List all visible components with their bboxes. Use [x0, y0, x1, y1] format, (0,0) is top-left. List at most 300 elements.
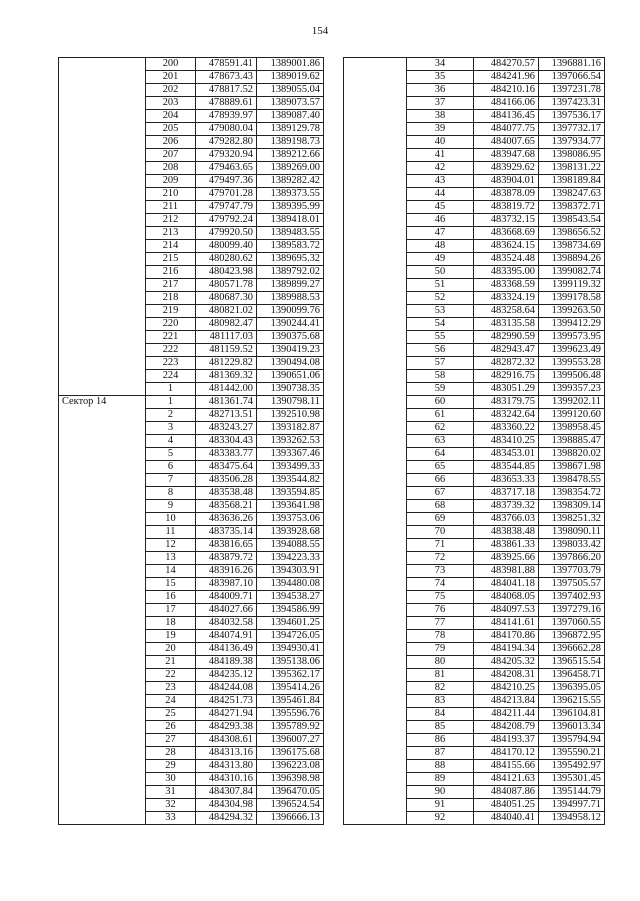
point-number-cell: 59: [407, 383, 474, 396]
y-coordinate-cell: 1389269.00: [257, 162, 324, 175]
y-coordinate-cell: 1398189.84: [539, 175, 605, 188]
x-coordinate-cell: 484189.38: [196, 656, 257, 669]
point-number-cell: 78: [407, 630, 474, 643]
coordinates-table-left: [58, 57, 324, 825]
x-coordinate-cell: 483929.62: [474, 162, 539, 175]
y-coordinate-cell: 1395362.17: [257, 669, 324, 682]
x-coordinate-cell: 481229.82: [196, 357, 257, 370]
x-coordinate-cell: 483816.65: [196, 539, 257, 552]
x-coordinate-cell: 483668.69: [474, 227, 539, 240]
x-coordinate-cell: 484244.08: [196, 682, 257, 695]
point-number-cell: 10: [146, 513, 196, 526]
y-coordinate-cell: 1398820.02: [539, 448, 605, 461]
x-coordinate-cell: 483135.58: [474, 318, 539, 331]
x-coordinate-cell: 480571.78: [196, 279, 257, 292]
y-coordinate-cell: 1398478.55: [539, 474, 605, 487]
y-coordinate-cell: 1397505.57: [539, 578, 605, 591]
x-coordinate-cell: 484241.96: [474, 71, 539, 84]
y-coordinate-cell: 1399357.23: [539, 383, 605, 396]
point-number-cell: 58: [407, 370, 474, 383]
point-number-cell: 3: [146, 422, 196, 435]
y-coordinate-cell: 1394586.99: [257, 604, 324, 617]
point-number-cell: 208: [146, 162, 196, 175]
y-coordinate-cell: 1398354.72: [539, 487, 605, 500]
x-coordinate-cell: 483243.27: [196, 422, 257, 435]
y-coordinate-cell: 1393544.82: [257, 474, 324, 487]
point-number-cell: 16: [146, 591, 196, 604]
point-number-cell: 90: [407, 786, 474, 799]
y-coordinate-cell: 1393262.53: [257, 435, 324, 448]
x-coordinate-cell: 482916.75: [474, 370, 539, 383]
x-coordinate-cell: 483179.75: [474, 396, 539, 409]
x-coordinate-cell: 483739.32: [474, 500, 539, 513]
y-coordinate-cell: 1389282.42: [257, 175, 324, 188]
y-coordinate-cell: 1390099.76: [257, 305, 324, 318]
y-coordinate-cell: 1398309.14: [539, 500, 605, 513]
x-coordinate-cell: 483732.15: [474, 214, 539, 227]
point-number-cell: 54: [407, 318, 474, 331]
y-coordinate-cell: 1399412.29: [539, 318, 605, 331]
x-coordinate-cell: 483383.77: [196, 448, 257, 461]
point-number-cell: 20: [146, 643, 196, 656]
y-coordinate-cell: 1399623.49: [539, 344, 605, 357]
y-coordinate-cell: 1395461.84: [257, 695, 324, 708]
point-number-cell: 34: [407, 58, 474, 71]
point-number-cell: 89: [407, 773, 474, 786]
x-coordinate-cell: 479747.79: [196, 201, 257, 214]
y-coordinate-cell: 1399506.48: [539, 370, 605, 383]
point-number-cell: 204: [146, 110, 196, 123]
x-coordinate-cell: 483904.01: [474, 175, 539, 188]
point-number-cell: 62: [407, 422, 474, 435]
x-coordinate-cell: 483624.15: [474, 240, 539, 253]
x-coordinate-cell: 483861.33: [474, 539, 539, 552]
point-number-cell: 36: [407, 84, 474, 97]
y-coordinate-cell: 1397536.17: [539, 110, 605, 123]
point-number-cell: 33: [146, 812, 196, 825]
point-number-cell: 92: [407, 812, 474, 825]
y-coordinate-cell: 1398656.52: [539, 227, 605, 240]
x-coordinate-cell: 482872.32: [474, 357, 539, 370]
x-coordinate-cell: 483838.48: [474, 526, 539, 539]
y-coordinate-cell: 1398033.42: [539, 539, 605, 552]
x-coordinate-cell: 479463.65: [196, 162, 257, 175]
point-number-cell: 223: [146, 357, 196, 370]
x-coordinate-cell: 484313.80: [196, 760, 257, 773]
point-number-cell: 76: [407, 604, 474, 617]
y-coordinate-cell: 1389695.32: [257, 253, 324, 266]
point-number-cell: 47: [407, 227, 474, 240]
point-number-cell: 23: [146, 682, 196, 695]
y-coordinate-cell: 1393499.33: [257, 461, 324, 474]
y-coordinate-cell: 1389055.04: [257, 84, 324, 97]
point-number-cell: 82: [407, 682, 474, 695]
x-coordinate-cell: 484251.73: [196, 695, 257, 708]
x-coordinate-cell: 479320.94: [196, 149, 257, 162]
x-coordinate-cell: 480821.02: [196, 305, 257, 318]
y-coordinate-cell: 1390798.11: [257, 396, 324, 409]
y-coordinate-cell: 1398090.11: [539, 526, 605, 539]
point-number-cell: 68: [407, 500, 474, 513]
x-coordinate-cell: 484208.79: [474, 721, 539, 734]
x-coordinate-cell: 484205.32: [474, 656, 539, 669]
x-coordinate-cell: 484271.94: [196, 708, 257, 721]
y-coordinate-cell: 1389899.27: [257, 279, 324, 292]
x-coordinate-cell: 478673.43: [196, 71, 257, 84]
y-coordinate-cell: 1397066.54: [539, 71, 605, 84]
y-coordinate-cell: 1394958.12: [539, 812, 605, 825]
point-number-cell: 55: [407, 331, 474, 344]
y-coordinate-cell: 1396662.28: [539, 643, 605, 656]
y-coordinate-cell: 1389019.62: [257, 71, 324, 84]
point-number-cell: 8: [146, 487, 196, 500]
point-number-cell: 29: [146, 760, 196, 773]
point-number-cell: 216: [146, 266, 196, 279]
point-number-cell: 220: [146, 318, 196, 331]
x-coordinate-cell: 483544.85: [474, 461, 539, 474]
y-coordinate-cell: 1396175.68: [257, 747, 324, 760]
y-coordinate-cell: 1395144.79: [539, 786, 605, 799]
point-number-cell: 88: [407, 760, 474, 773]
point-number-cell: 15: [146, 578, 196, 591]
point-number-cell: 6: [146, 461, 196, 474]
y-coordinate-cell: 1390494.08: [257, 357, 324, 370]
x-coordinate-cell: 484210.16: [474, 84, 539, 97]
point-number-cell: 41: [407, 149, 474, 162]
y-coordinate-cell: 1397732.17: [539, 123, 605, 136]
x-coordinate-cell: 478889.61: [196, 97, 257, 110]
x-coordinate-cell: 484308.61: [196, 734, 257, 747]
y-coordinate-cell: 1396881.16: [539, 58, 605, 71]
y-coordinate-cell: 1395596.76: [257, 708, 324, 721]
y-coordinate-cell: 1393367.46: [257, 448, 324, 461]
point-number-cell: 17: [146, 604, 196, 617]
y-coordinate-cell: 1393641.98: [257, 500, 324, 513]
x-coordinate-cell: 483524.48: [474, 253, 539, 266]
x-coordinate-cell: 480280.62: [196, 253, 257, 266]
point-number-cell: 212: [146, 214, 196, 227]
x-coordinate-cell: 484166.06: [474, 97, 539, 110]
y-coordinate-cell: 1396215.55: [539, 695, 605, 708]
point-number-cell: 75: [407, 591, 474, 604]
point-number-cell: 84: [407, 708, 474, 721]
y-coordinate-cell: 1395138.06: [257, 656, 324, 669]
x-coordinate-cell: 484040.41: [474, 812, 539, 825]
y-coordinate-cell: 1395794.94: [539, 734, 605, 747]
x-coordinate-cell: 482713.51: [196, 409, 257, 422]
point-number-cell: 63: [407, 435, 474, 448]
y-coordinate-cell: 1389073.57: [257, 97, 324, 110]
y-coordinate-cell: 1394088.55: [257, 539, 324, 552]
y-coordinate-cell: 1394601.25: [257, 617, 324, 630]
x-coordinate-cell: 480099.40: [196, 240, 257, 253]
x-coordinate-cell: 480423.98: [196, 266, 257, 279]
y-coordinate-cell: 1389483.55: [257, 227, 324, 240]
point-number-cell: 27: [146, 734, 196, 747]
point-number-cell: 87: [407, 747, 474, 760]
point-number-cell: 21: [146, 656, 196, 669]
x-coordinate-cell: 484170.12: [474, 747, 539, 760]
y-coordinate-cell: 1397279.16: [539, 604, 605, 617]
y-coordinate-cell: 1389087.40: [257, 110, 324, 123]
y-coordinate-cell: 1399119.32: [539, 279, 605, 292]
y-coordinate-cell: 1396013.34: [539, 721, 605, 734]
point-number-cell: 35: [407, 71, 474, 84]
y-coordinate-cell: 1394930.41: [257, 643, 324, 656]
x-coordinate-cell: 479080.04: [196, 123, 257, 136]
y-coordinate-cell: 1395301.45: [539, 773, 605, 786]
x-coordinate-cell: 484294.32: [196, 812, 257, 825]
x-coordinate-cell: 483410.25: [474, 435, 539, 448]
x-coordinate-cell: 483766.03: [474, 513, 539, 526]
y-coordinate-cell: 1389395.99: [257, 201, 324, 214]
y-coordinate-cell: 1395414.26: [257, 682, 324, 695]
x-coordinate-cell: 478939.97: [196, 110, 257, 123]
point-number-cell: 211: [146, 201, 196, 214]
y-coordinate-cell: 1398251.32: [539, 513, 605, 526]
y-coordinate-cell: 1398086.95: [539, 149, 605, 162]
x-coordinate-cell: 483538.48: [196, 487, 257, 500]
x-coordinate-cell: 484208.31: [474, 669, 539, 682]
x-coordinate-cell: 484027.66: [196, 604, 257, 617]
x-coordinate-cell: 484310.16: [196, 773, 257, 786]
y-coordinate-cell: 1389583.72: [257, 240, 324, 253]
point-number-cell: 57: [407, 357, 474, 370]
y-coordinate-cell: 1390651.06: [257, 370, 324, 383]
sector-label: Сектор 14: [59, 396, 146, 825]
y-coordinate-cell: 1398894.26: [539, 253, 605, 266]
x-coordinate-cell: 484051.25: [474, 799, 539, 812]
x-coordinate-cell: 484304.98: [196, 799, 257, 812]
point-number-cell: 80: [407, 656, 474, 669]
y-coordinate-cell: 1389988.53: [257, 292, 324, 305]
y-coordinate-cell: 1390375.68: [257, 331, 324, 344]
y-coordinate-cell: 1395590.21: [539, 747, 605, 760]
x-coordinate-cell: 483878.09: [474, 188, 539, 201]
point-number-cell: 201: [146, 71, 196, 84]
y-coordinate-cell: 1397866.20: [539, 552, 605, 565]
point-number-cell: 86: [407, 734, 474, 747]
x-coordinate-cell: 483987.10: [196, 578, 257, 591]
point-number-cell: 73: [407, 565, 474, 578]
point-number-cell: 214: [146, 240, 196, 253]
point-number-cell: 18: [146, 617, 196, 630]
point-number-cell: 207: [146, 149, 196, 162]
point-number-cell: 31: [146, 786, 196, 799]
x-coordinate-cell: 484097.53: [474, 604, 539, 617]
y-coordinate-cell: 1389792.02: [257, 266, 324, 279]
y-coordinate-cell: 1396223.08: [257, 760, 324, 773]
x-coordinate-cell: 479701.28: [196, 188, 257, 201]
x-coordinate-cell: 483304.43: [196, 435, 257, 448]
point-number-cell: 85: [407, 721, 474, 734]
point-number-cell: 219: [146, 305, 196, 318]
point-number-cell: 5: [146, 448, 196, 461]
point-number-cell: 25: [146, 708, 196, 721]
x-coordinate-cell: 479497.36: [196, 175, 257, 188]
y-coordinate-cell: 1397934.77: [539, 136, 605, 149]
sector-label: [344, 58, 407, 825]
y-coordinate-cell: 1398543.54: [539, 214, 605, 227]
x-coordinate-cell: 484193.37: [474, 734, 539, 747]
y-coordinate-cell: 1399120.60: [539, 409, 605, 422]
table-row: [59, 58, 324, 71]
point-number-cell: 42: [407, 162, 474, 175]
y-coordinate-cell: 1399263.50: [539, 305, 605, 318]
y-coordinate-cell: 1394726.05: [257, 630, 324, 643]
y-coordinate-cell: 1398372.71: [539, 201, 605, 214]
y-coordinate-cell: 1390738.35: [257, 383, 324, 396]
point-number-cell: 51: [407, 279, 474, 292]
y-coordinate-cell: 1397402.93: [539, 591, 605, 604]
point-number-cell: 91: [407, 799, 474, 812]
point-number-cell: 40: [407, 136, 474, 149]
x-coordinate-cell: 483568.21: [196, 500, 257, 513]
x-coordinate-cell: 484077.75: [474, 123, 539, 136]
y-coordinate-cell: 1394480.08: [257, 578, 324, 591]
y-coordinate-cell: 1394997.71: [539, 799, 605, 812]
x-coordinate-cell: 479792.24: [196, 214, 257, 227]
point-number-cell: 28: [146, 747, 196, 760]
x-coordinate-cell: 484170.86: [474, 630, 539, 643]
y-coordinate-cell: 1399573.95: [539, 331, 605, 344]
x-coordinate-cell: 483395.00: [474, 266, 539, 279]
x-coordinate-cell: 483324.19: [474, 292, 539, 305]
x-coordinate-cell: 483653.33: [474, 474, 539, 487]
point-number-cell: 52: [407, 292, 474, 305]
x-coordinate-cell: 483475.64: [196, 461, 257, 474]
point-number-cell: 218: [146, 292, 196, 305]
point-number-cell: 224: [146, 370, 196, 383]
y-coordinate-cell: 1396470.05: [257, 786, 324, 799]
table-row: [344, 58, 605, 71]
y-coordinate-cell: 1396007.27: [257, 734, 324, 747]
point-number-cell: 38: [407, 110, 474, 123]
x-coordinate-cell: 483947.68: [474, 149, 539, 162]
x-coordinate-cell: 481361.74: [196, 396, 257, 409]
point-number-cell: 221: [146, 331, 196, 344]
point-number-cell: 50: [407, 266, 474, 279]
y-coordinate-cell: 1398131.22: [539, 162, 605, 175]
x-coordinate-cell: 482990.59: [474, 331, 539, 344]
y-coordinate-cell: 1394223.33: [257, 552, 324, 565]
y-coordinate-cell: 1393594.85: [257, 487, 324, 500]
point-number-cell: 209: [146, 175, 196, 188]
point-number-cell: 49: [407, 253, 474, 266]
sector-label: [59, 58, 146, 396]
x-coordinate-cell: 484136.45: [474, 110, 539, 123]
x-coordinate-cell: 483879.72: [196, 552, 257, 565]
point-number-cell: 46: [407, 214, 474, 227]
y-coordinate-cell: 1399202.11: [539, 396, 605, 409]
y-coordinate-cell: 1390419.23: [257, 344, 324, 357]
y-coordinate-cell: 1399082.74: [539, 266, 605, 279]
x-coordinate-cell: 484121.63: [474, 773, 539, 786]
x-coordinate-cell: 483051.29: [474, 383, 539, 396]
point-number-cell: 26: [146, 721, 196, 734]
point-number-cell: 64: [407, 448, 474, 461]
point-number-cell: 217: [146, 279, 196, 292]
point-number-cell: 14: [146, 565, 196, 578]
point-number-cell: 210: [146, 188, 196, 201]
x-coordinate-cell: 483258.64: [474, 305, 539, 318]
point-number-cell: 48: [407, 240, 474, 253]
point-number-cell: 66: [407, 474, 474, 487]
x-coordinate-cell: 480687.30: [196, 292, 257, 305]
x-coordinate-cell: 484293.38: [196, 721, 257, 734]
point-number-cell: 39: [407, 123, 474, 136]
x-coordinate-cell: 484194.34: [474, 643, 539, 656]
y-coordinate-cell: 1389212.66: [257, 149, 324, 162]
coordinates-table-right: [343, 57, 605, 825]
y-coordinate-cell: 1397231.78: [539, 84, 605, 97]
y-coordinate-cell: 1396398.98: [257, 773, 324, 786]
x-coordinate-cell: 483717.18: [474, 487, 539, 500]
y-coordinate-cell: 1392510.98: [257, 409, 324, 422]
point-number-cell: 74: [407, 578, 474, 591]
y-coordinate-cell: 1396515.54: [539, 656, 605, 669]
point-number-cell: 61: [407, 409, 474, 422]
y-coordinate-cell: 1396458.71: [539, 669, 605, 682]
point-number-cell: 69: [407, 513, 474, 526]
y-coordinate-cell: 1389418.01: [257, 214, 324, 227]
point-number-cell: 206: [146, 136, 196, 149]
point-number-cell: 215: [146, 253, 196, 266]
x-coordinate-cell: 483735.14: [196, 526, 257, 539]
point-number-cell: 71: [407, 539, 474, 552]
y-coordinate-cell: 1389373.55: [257, 188, 324, 201]
point-number-cell: 19: [146, 630, 196, 643]
y-coordinate-cell: 1390244.41: [257, 318, 324, 331]
x-coordinate-cell: 481369.32: [196, 370, 257, 383]
point-number-cell: 56: [407, 344, 474, 357]
y-coordinate-cell: 1395492.97: [539, 760, 605, 773]
y-coordinate-cell: 1398734.69: [539, 240, 605, 253]
point-number-cell: 202: [146, 84, 196, 97]
y-coordinate-cell: 1399178.58: [539, 292, 605, 305]
x-coordinate-cell: 483360.22: [474, 422, 539, 435]
x-coordinate-cell: 484087.86: [474, 786, 539, 799]
point-number-cell: 77: [407, 617, 474, 630]
point-number-cell: 213: [146, 227, 196, 240]
x-coordinate-cell: 478591.41: [196, 58, 257, 71]
y-coordinate-cell: 1398671.98: [539, 461, 605, 474]
point-number-cell: 1: [146, 396, 196, 409]
x-coordinate-cell: 483453.01: [474, 448, 539, 461]
x-coordinate-cell: 481117.03: [196, 331, 257, 344]
y-coordinate-cell: 1398885.47: [539, 435, 605, 448]
x-coordinate-cell: 483925.66: [474, 552, 539, 565]
y-coordinate-cell: 1393182.87: [257, 422, 324, 435]
x-coordinate-cell: 483506.28: [196, 474, 257, 487]
x-coordinate-cell: 483981.88: [474, 565, 539, 578]
x-coordinate-cell: 483242.64: [474, 409, 539, 422]
x-coordinate-cell: 483636.26: [196, 513, 257, 526]
y-coordinate-cell: 1393753.06: [257, 513, 324, 526]
y-coordinate-cell: 1393928.68: [257, 526, 324, 539]
x-coordinate-cell: 484074.91: [196, 630, 257, 643]
x-coordinate-cell: 484307.84: [196, 786, 257, 799]
point-number-cell: 11: [146, 526, 196, 539]
y-coordinate-cell: 1394538.27: [257, 591, 324, 604]
x-coordinate-cell: 483819.72: [474, 201, 539, 214]
point-number-cell: 53: [407, 305, 474, 318]
x-coordinate-cell: 482943.47: [474, 344, 539, 357]
x-coordinate-cell: 483368.59: [474, 279, 539, 292]
point-number-cell: 32: [146, 799, 196, 812]
table-row: [59, 396, 324, 409]
point-number-cell: 222: [146, 344, 196, 357]
